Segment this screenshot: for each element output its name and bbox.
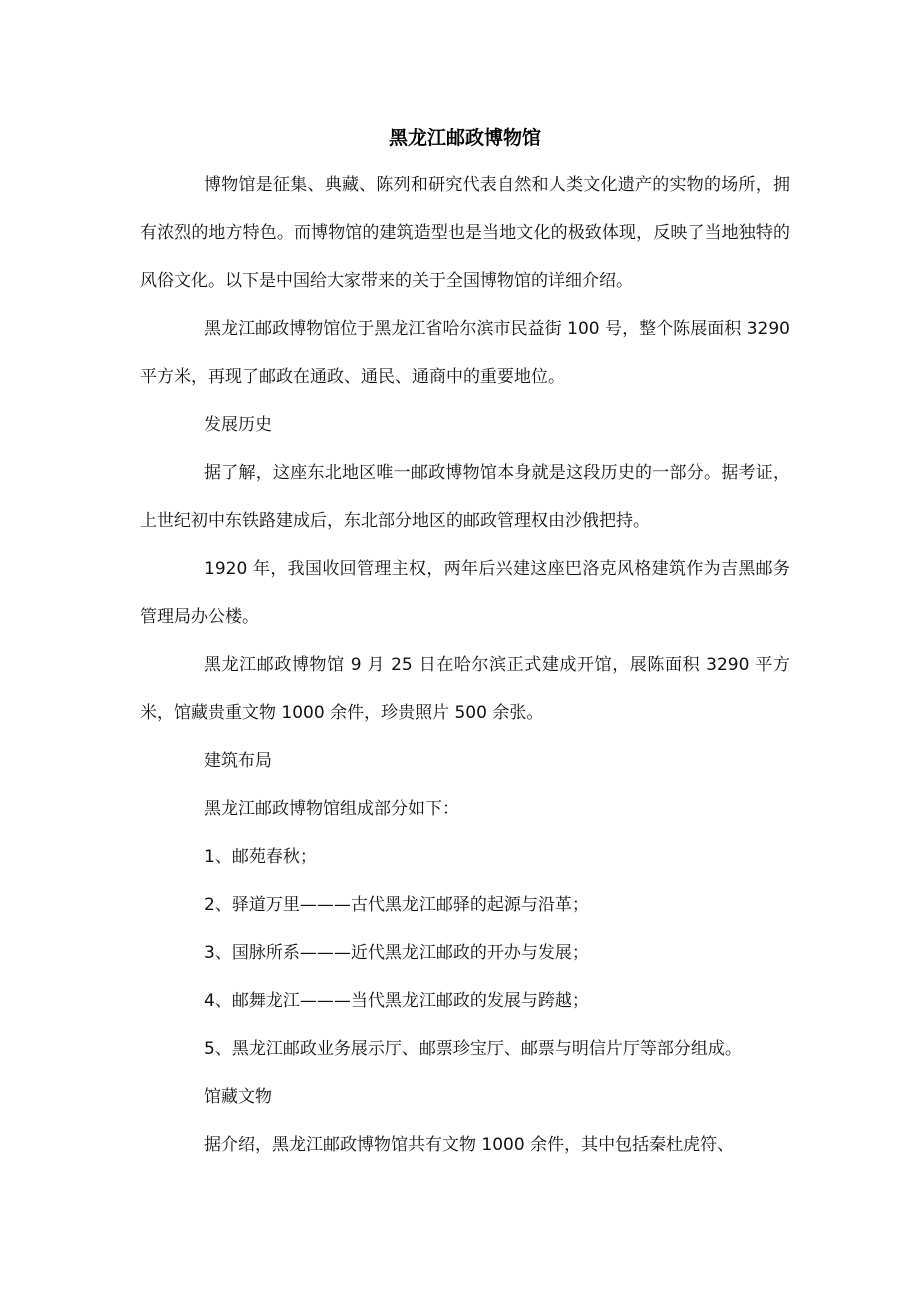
- layout-heading: 建筑布局: [204, 751, 272, 771]
- history-paragraph-3: 黑龙江邮政博物馆 9 月 25 日在哈尔滨正式建成开馆，展陈面积 3290 平方米，馆藏贵重文物 1000 余件，珍贵照片 500 余张。: [140, 655, 790, 723]
- collection-paragraph: 据介绍，黑龙江邮政博物馆共有文物 1000 余件，其中包括秦杜虎符、: [204, 1135, 735, 1155]
- history-paragraph-1: 据了解，这座东北地区唯一邮政博物馆本身就是这段历史的一部分。据考证，上世纪初中东铁路建成后，东北部分地区的邮政管理权由沙俄把持。: [140, 463, 790, 531]
- history-paragraph-2: 1920 年，我国收回管理主权，两年后兴建这座巴洛克风格建筑作为吉黑邮务管理局办公楼。: [140, 559, 790, 627]
- document-body: [140, 121, 790, 1169]
- layout-item: 3、国脉所系———近代黑龙江邮政的开办与发展；: [204, 943, 589, 963]
- history-heading: 发展历史: [204, 415, 272, 435]
- article-text: [140, 161, 790, 1169]
- intro-paragraph: 博物馆是征集、典藏、陈列和研究代表自然和人类文化遗产的实物的场所，拥有浓烈的地方特色。而博物馆的建筑造型也是当地文化的极致体现，反映了当地独特的风俗文化。以下是中国给大家带来的关于全国博物馆的详细介绍。: [140, 175, 790, 291]
- layout-item: 5、黑龙江邮政业务展示厅、邮票珍宝厅、邮票与明信片厅等部分组成。: [204, 1039, 742, 1059]
- layout-item: 1、邮苑春秋；: [204, 847, 317, 867]
- layout-intro: 黑龙江邮政博物馆组成部分如下：: [204, 799, 459, 819]
- collection-heading: 馆藏文物: [204, 1087, 272, 1107]
- layout-item: 2、驿道万里———古代黑龙江邮驿的起源与沿革；: [204, 895, 589, 915]
- document-title: 黑龙江邮政博物馆: [388, 127, 541, 149]
- layout-item: 4、邮舞龙江———当代黑龙江邮政的发展与跨越；: [204, 991, 589, 1011]
- location-paragraph: 黑龙江邮政博物馆位于黑龙江省哈尔滨市民益街 100 号，整个陈展面积 3290 平方米，再现了邮政在通政、通民、通商中的重要地位。: [140, 319, 790, 387]
